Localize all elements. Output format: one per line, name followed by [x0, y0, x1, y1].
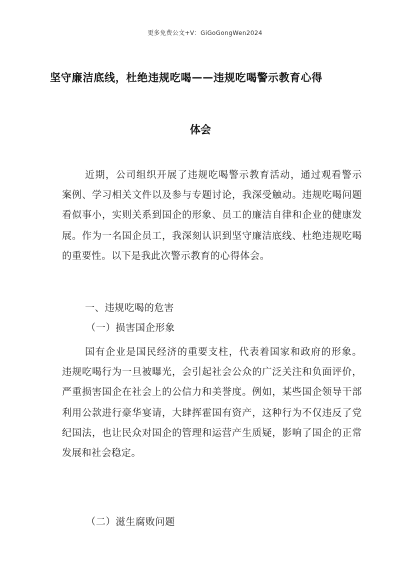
intro-paragraph: 近期，公司组织开展了违规吃喝警示教育活动，通过观看警示案例、学习相关文件以及参与专题讨论，我深受触动。违规吃喝问题看似事小，实则关系到国企的形象、员工的廉洁自律和企业的健康发展。作为一名国企员工，我深刻认识到坚守廉洁底线、杜绝违规吃喝的重要性。以下是我此次警示教育的心得体会。	[62, 170, 362, 262]
section-heading-1: 一、违规吃喝的危害	[85, 303, 175, 314]
header-note: 更多免费公文+V：GiGoGongWen2024	[147, 30, 263, 37]
subsection-heading-1: （一）损害国企形象	[86, 323, 176, 334]
subsection-heading-2: （二）滋生腐败问题	[86, 517, 176, 528]
document-title-line-1: 坚守廉洁底线，杜绝违规吃喝——违规吃喝警示教育心得	[50, 72, 323, 84]
subsection-1-paragraph: 国有企业是国民经济的重要支柱，代表着国家和政府的形象。违规吃喝行为一旦被曝光，会引起社会公众的广泛关注和负面评价，严重损害国企在社会上的公信力和美誉度。例如，某些国企领导干部利用公款进行豪华宴请，大肆挥霍国有资产，这种行为不仅违反了党纪国法，也让民众对国企的管理和运营产生质疑，影响了国企的正常发展和社会稳定。	[62, 347, 362, 460]
document-title-line-2: 体会	[190, 124, 211, 136]
